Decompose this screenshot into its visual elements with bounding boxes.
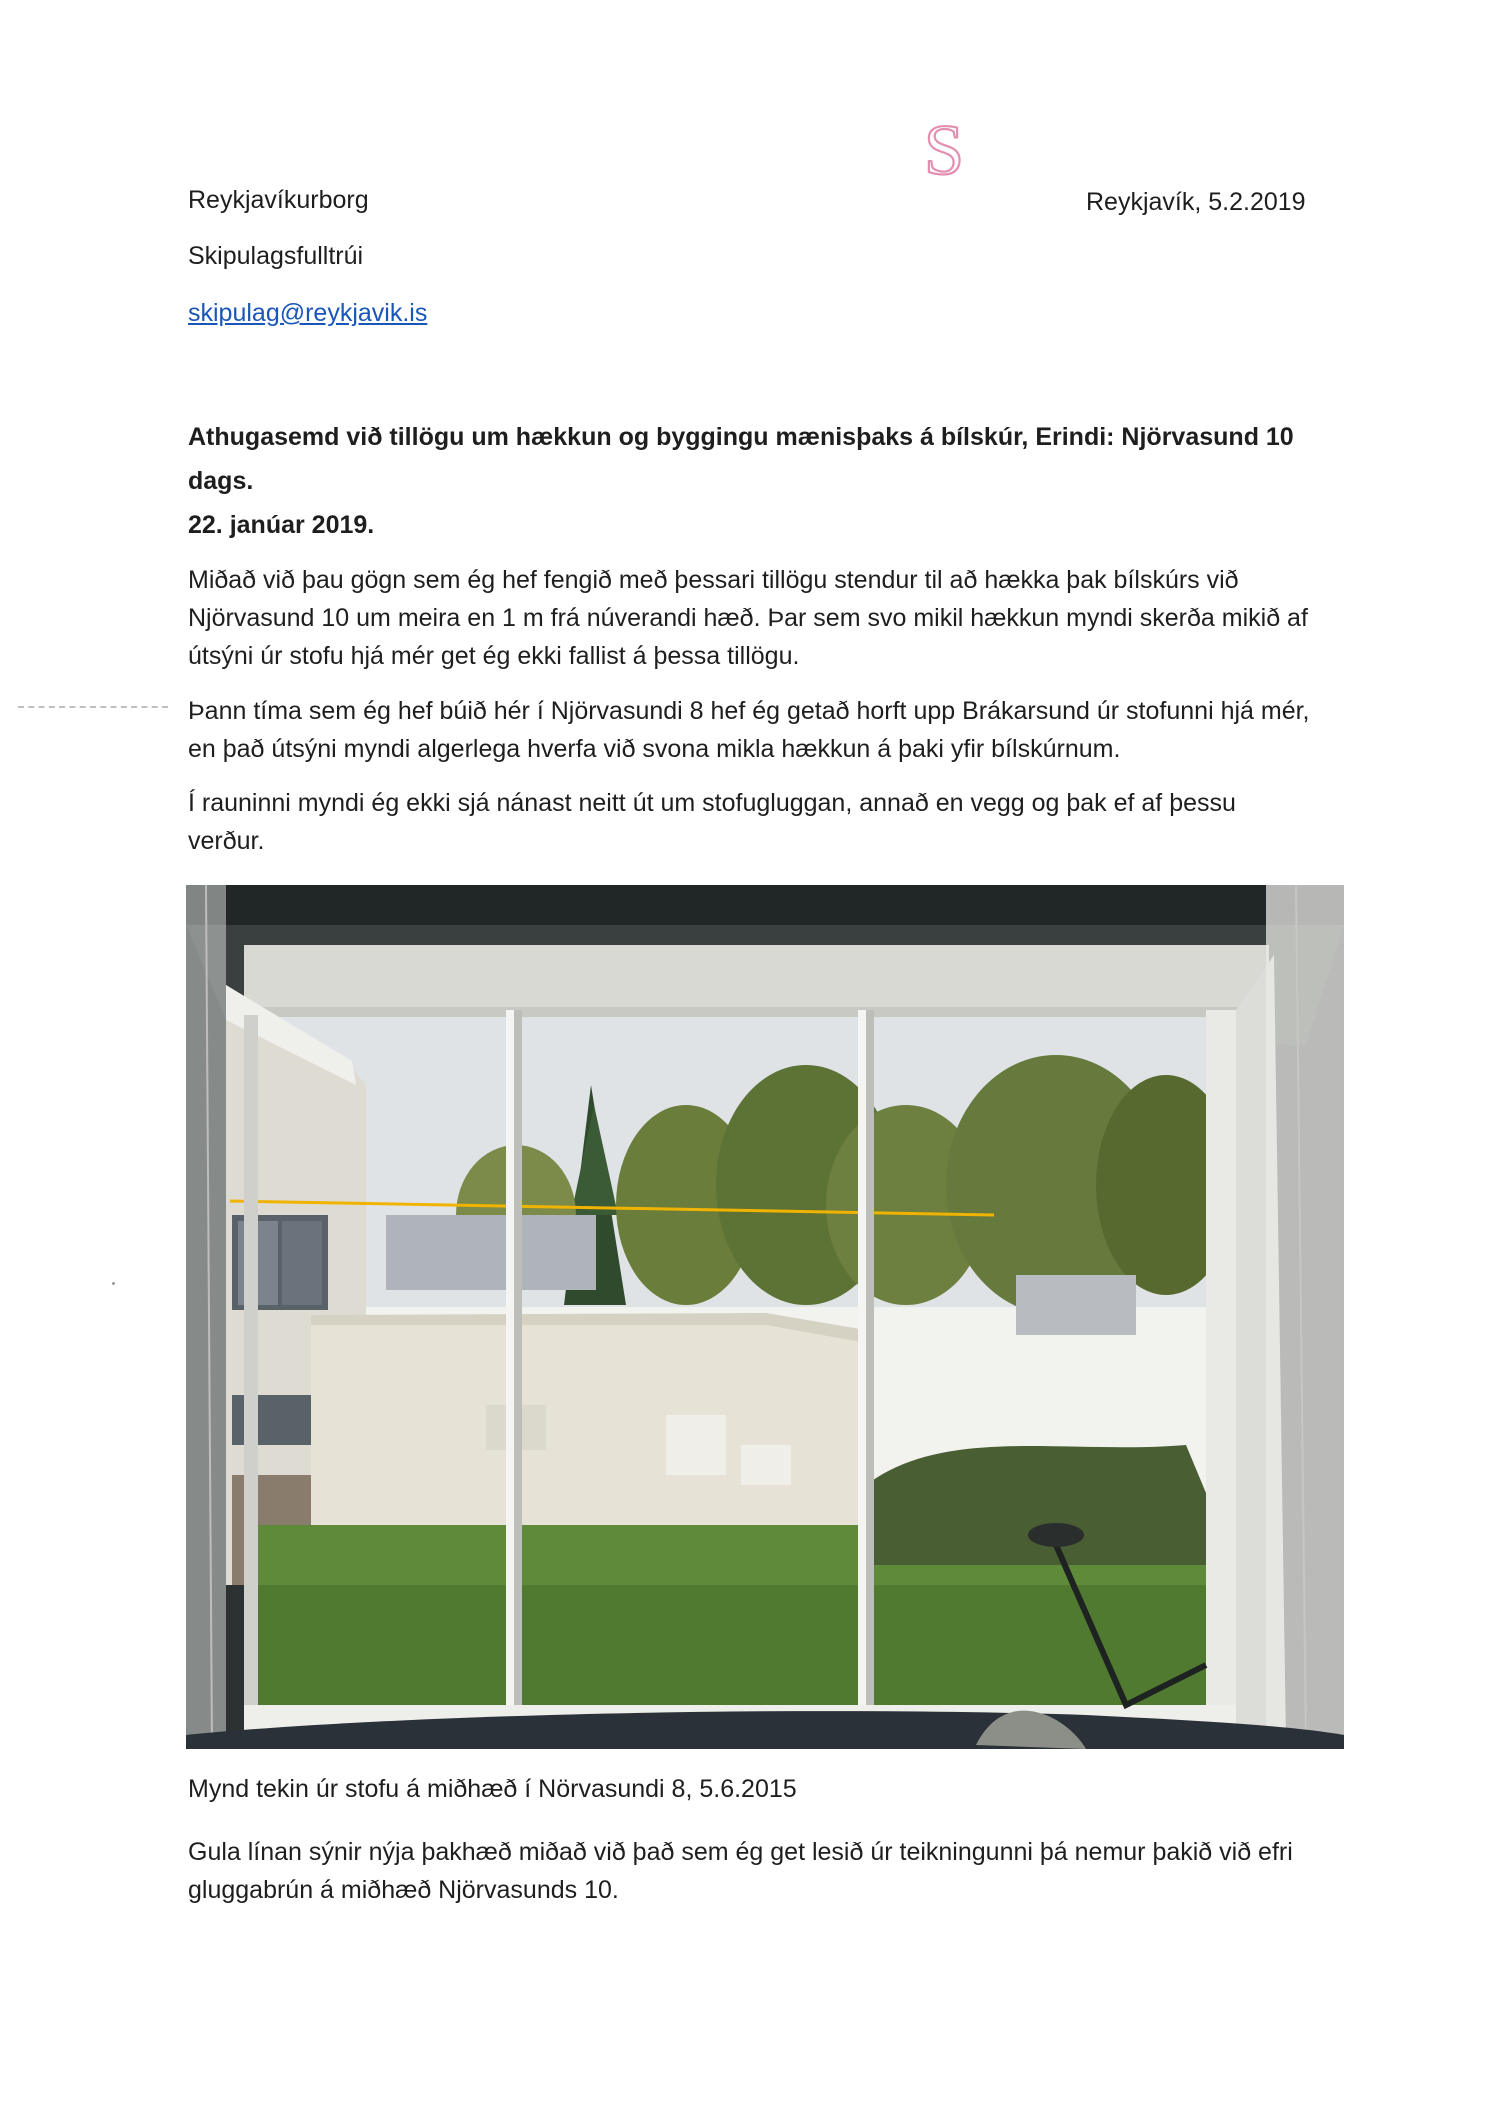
- photo-caption: Mynd tekin úr stofu á miðhæð í Nörvasundi 8, 5.6.2015: [188, 1775, 797, 1803]
- paragraph-line: Í rauninni myndi ég ekki sjá nánast neitt út um stofugluggan, annað en vegg og þak ef af þessu: [188, 789, 1236, 817]
- paragraph-line: Njörvasund 10 um meira en 1 m frá núverandi hæð. Þar sem svo mikil hækkun myndi skerða mikið af: [188, 604, 1308, 632]
- window-view-photo: [186, 885, 1344, 1749]
- scan-dot: [112, 1282, 115, 1285]
- paragraph-line: verður.: [188, 827, 265, 855]
- paragraph-1: [188, 561, 1368, 675]
- subject-line-1: Athugasemd við tillögu um hækkun og byggingu mænisþaks á bílskúr, Erindi: Njörvasund 10 dags.: [188, 423, 1294, 495]
- paragraph-3: [188, 784, 1368, 860]
- paragraph-line: Þann tíma sem ég hef búið hér í Njörvasundi 8 hef ég getað horft upp Brákarsund úr stofunni hjá mér,: [188, 697, 1310, 725]
- s-stamp-mark: [916, 108, 986, 188]
- garage-wall: [311, 1313, 866, 1560]
- recipient-org: Reykjavíkurborg: [188, 186, 369, 214]
- paragraph-line: Miðað við þau gögn sem ég hef fengið með þessari tillögu stendur til að hækka þak bílskúrs við: [188, 566, 1239, 594]
- note-line: Gula línan sýnir nýja þakhæð miðað við það sem ég get lesið úr teikningunni þá nemur þakið við efri: [188, 1838, 1293, 1866]
- recipient-office: Skipulagsfulltrúi: [188, 242, 364, 270]
- place-date: Reykjavík, 5.2.2019: [1086, 188, 1306, 216]
- photo-illustration: [186, 885, 1344, 1749]
- note-line: gluggabrún á miðhæð Njörvasunds 10.: [188, 1876, 619, 1904]
- subject-heading: [188, 415, 1338, 547]
- paragraph-2: [188, 692, 1368, 768]
- paragraph-line: útsýni úr stofu hjá mér get ég ekki fallist á þessa tillögu.: [188, 642, 800, 670]
- paragraph-line: en það útsýni myndi algerlega hverfa við svona mikla hækkun á þaki yfir bílskúrnum.: [188, 735, 1121, 763]
- stamp-letter: S: [924, 110, 965, 188]
- subject-line-2: 22. janúar 2019.: [188, 511, 375, 539]
- scan-artifact-line: [18, 706, 168, 710]
- recipient-email-link[interactable]: skipulag@reykjavik.is: [188, 299, 428, 327]
- photo-note: [188, 1833, 1368, 1909]
